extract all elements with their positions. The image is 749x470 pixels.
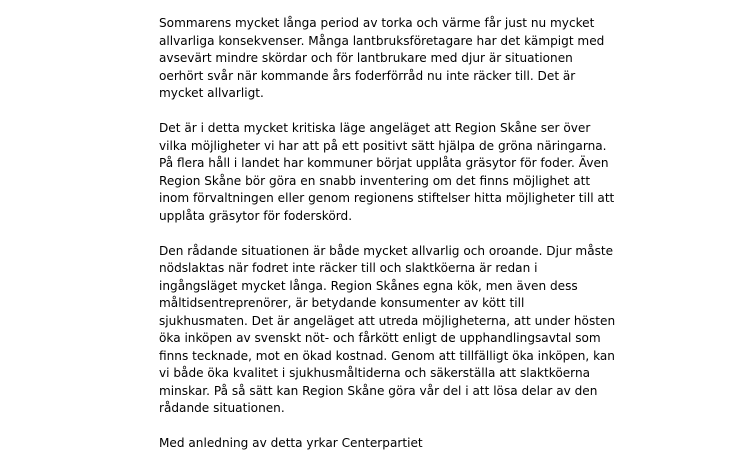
text-line: finns tecknade, mot en ökad kostnad. Genom att tillfälligt öka inköpen, kan	[159, 348, 615, 363]
text-line: vi både öka kvalitet i sjukhusmåltiderna och säkerställa att slaktköerna	[159, 366, 591, 380]
paragraph-meat-purchases	[159, 243, 749, 418]
text-line: På flera håll i landet har kommuner börjat upplåta gräsytor för foder. Även	[159, 156, 609, 170]
text-line: öka inköpen av svenskt nöt- och fårkött enligt de upphandlingsavtal som	[159, 331, 601, 345]
text-line: oerhört svår när kommande års foderförråd nu inte räcker till. Det är	[159, 68, 576, 83]
text-line: vilka möjligheter vi har att på ett positivt sätt hjälpa de gröna näringarna.	[159, 138, 607, 153]
text-line: måltidsentreprenörer, är betydande konsumenter av kött till	[159, 296, 525, 310]
text-line: sjukhusmaten. Det är angeläget att utreda möjligheterna, att under hösten	[159, 313, 616, 328]
paragraph-drought-consequences	[159, 15, 749, 103]
text-line: minskar. På så sätt kan Region Skåne göra vår del i att lösa delar av den	[159, 383, 598, 398]
text-line: allvarliga konsekvenser. Många lantbruksföretagare har det kämpigt med	[159, 33, 605, 48]
text-line: Den rådande situationen är både mycket allvarlig och oroande. Djur måste	[159, 243, 614, 258]
text-line: inom förvaltningen eller genom regionens stiftelser hitta möjligheter till att	[159, 191, 615, 205]
text-line: rådande situationen.	[159, 401, 285, 415]
paragraph-grass-areas	[159, 120, 749, 225]
text-line: Region Skåne bör göra en snabb inventering om det finns möjlighet att	[159, 173, 591, 188]
paragraph-motion-intro	[159, 435, 749, 453]
document-body	[159, 15, 749, 470]
text-line: avsevärt mindre skördar och för lantbrukare med djur är situationen	[159, 51, 573, 65]
text-line: upplåta gräsytor för foderskörd.	[159, 208, 353, 223]
text-line: Det är i detta mycket kritiska läge angeläget att Region Skåne ser över	[159, 121, 591, 135]
text-line: Sommarens mycket långa period av torka och värme får just nu mycket	[159, 16, 595, 30]
text-line: mycket allvarligt.	[159, 86, 264, 100]
text-line: ingångsläget mycket långa. Region Skånes egna kök, men även dess	[159, 278, 578, 293]
text-line: Med anledning av detta yrkar Centerpartiet	[159, 436, 423, 450]
text-line: nödslaktas när fodret inte räcker till och slaktköerna är redan i	[159, 261, 538, 275]
